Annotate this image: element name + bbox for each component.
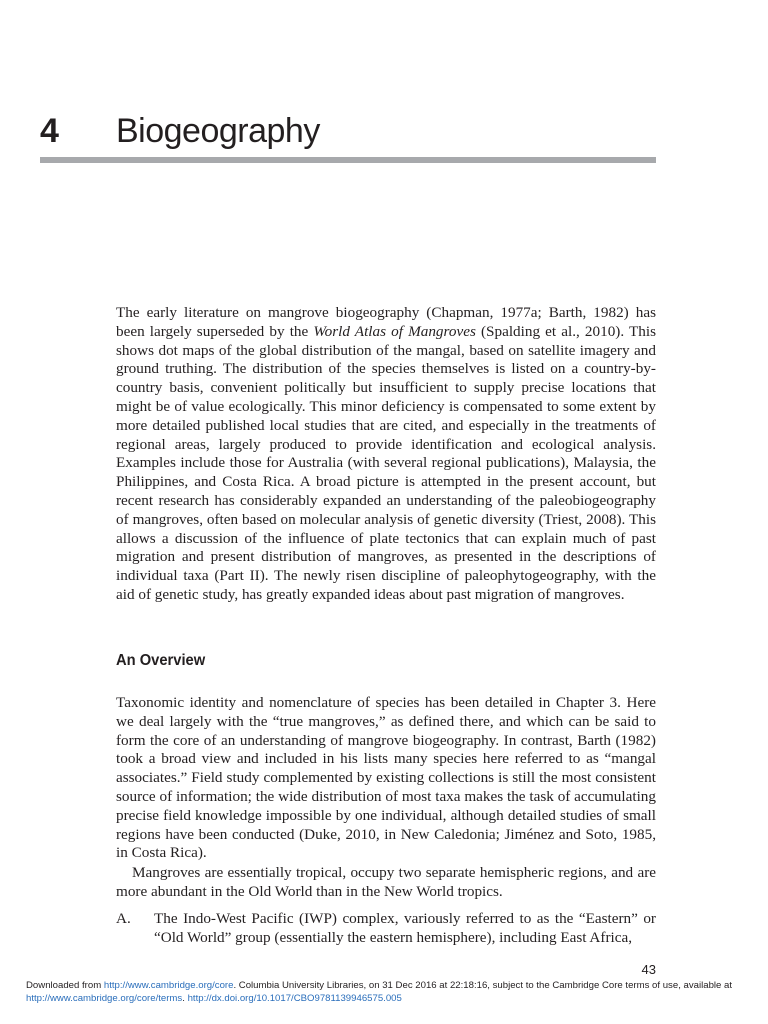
section-heading: An Overview: [116, 652, 206, 669]
paragraph-intro-rest: (Spalding et al., 2010). This shows dot maps of the global distribution of the mangal, based on satellite imagery and ground truthing. The distribution of the species themselves is listed on a country-by-country basis, convenient politically but insufficient to supply precise locations that might be of value ecologically. This minor deficiency is compensated to some extent by more detailed published local studies that are cited, and especially in the treatments of regional areas, largely produced to provide identification and ecological analysis. Examples include those for Australia (with several regional publications), Malaysia, the Philippines, and Costa Rica. A broad picture is attempted in the present account, but recent research has considerably expanded an understanding of the paleobiogeography of mangroves, often based on molecular analysis of genetic diversity (Triest, 2008). This allows a discussion of the influence of plate tectonics that can explain much of past migration and present distribution of mangroves, as presented in the descriptions of individual taxa (Part II). The newly risen discipline of paleophytogeography, with the aid of genetic study, has greatly expanded ideas about past migration of mangroves.: [116, 322, 656, 603]
paragraph-hemispheres-text: Mangroves are essentially tropical, occupy two separate hemispheric regions, and are more abundant in the Old World than in the New World tropics.: [116, 864, 656, 900]
list-item: [116, 910, 656, 948]
footer-link-core[interactable]: http://www.cambridge.org/core: [103, 980, 234, 991]
paragraph-intro-text: The early literature on mangrove biogeography (Chapman, 1977a; Barth, 1982) has been largely superseded by the: [116, 304, 656, 340]
footer-separator: .: [182, 992, 185, 1004]
footer-link-doi[interactable]: http://dx.doi.org/10.1017/CBO9781139946575.005: [187, 992, 402, 1004]
paragraph-hemispheres: [116, 864, 656, 902]
chapter-rule: [40, 157, 656, 163]
book-title: World Atlas of Mangroves: [313, 322, 476, 340]
chapter-number: 4: [40, 112, 59, 150]
chapter-title: Biogeography: [116, 112, 320, 150]
page-number: 43: [641, 962, 656, 977]
paragraph-overview-text: Taxonomic identity and nomenclature of species has been detailed in Chapter 3. Here we deal largely with the “true mangroves,” as defined there, and which can be said to form the core of an understanding of mangrove biogeography. In contrast, Barth (1982) took a broad view and included in his lists many species here referred to as “mangal associates.” Field study complemented by existing collections is still the most consistent source of information; the wide distribution of most taxa makes the task of accumulating precise field knowledge impossible by one individual, although detailed studies of small regions have been conducted (Duke, 2010, in New Caledonia; Jiménez and Soto, 1985, in Costa Rica).: [116, 694, 656, 862]
paragraph-overview: [116, 694, 656, 863]
footer-link-terms[interactable]: http://www.cambridge.org/core/terms: [26, 992, 183, 1004]
footer-middle: . Columbia University Libraries, on 31 Dec 2016 at 22:18:16, subject to the Cambridge Core terms of use, available at: [233, 980, 733, 991]
list-marker: A.: [116, 910, 131, 927]
list-text: The Indo-West Pacific (IWP) complex, variously referred to as the “Eastern” or “Old World” group (essentially the eastern hemisphere), including East Africa,: [154, 910, 656, 946]
download-footer: [26, 980, 756, 1005]
chapter-heading: [40, 112, 320, 151]
footer-prefix: Downloaded from: [26, 980, 102, 991]
paragraph-intro: [116, 304, 656, 605]
